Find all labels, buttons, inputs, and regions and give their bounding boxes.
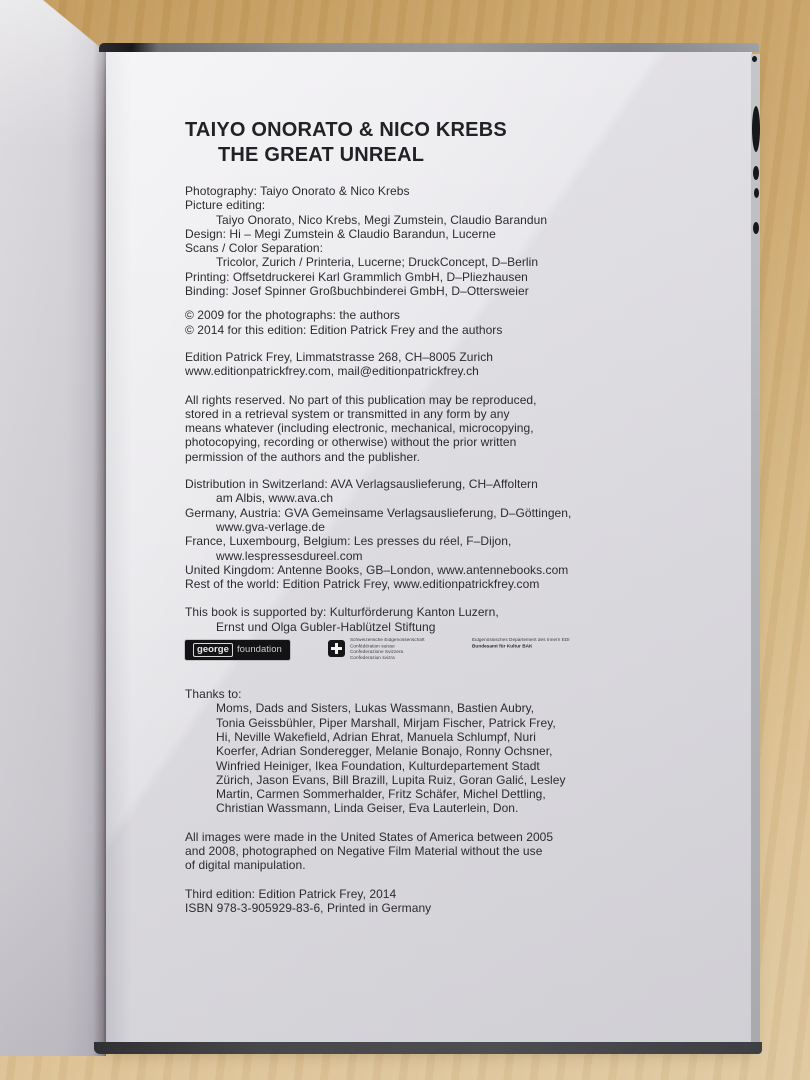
text-line: of digital manipulation.: [185, 858, 306, 873]
text-line: Picture editing:: [185, 198, 266, 213]
text-line: Bundesamt für Kultur BAK: [471, 643, 533, 649]
copyright-section: [185, 308, 725, 337]
text-line: United Kingdom: Antenne Books, GB–London, www.antennebooks.com: [185, 562, 569, 577]
colophon-content: [185, 118, 725, 928]
text-line: Printing: Offsetdruckerei Karl Grammlich GmbH, D–Pliezhausen: [185, 269, 528, 284]
text-line: Scans / Color Separation:: [185, 241, 323, 256]
text-line: Binding: Josef Spinner Großbuchbinderei GmbH, D–Ottersweier: [185, 284, 529, 299]
sponsor-logos-row: [185, 638, 725, 672]
text-line: Confederaziun svizra: [349, 655, 395, 661]
production-note-section: [185, 830, 725, 873]
text-line: Germany, Austria: GVA Gemeinsame Verlagsauslieferung, D–Göttingen,: [185, 505, 572, 520]
text-line: Tricolor, Zurich / Printeria, Lucerne; DruckConcept, D–Berlin: [216, 255, 539, 270]
fore-edge-ink-mark: [754, 188, 759, 198]
text-line: Tonia Geissbühler, Piper Marshall, Mirjam Fischer, Patrick Frey,: [216, 715, 556, 730]
text-line: Martin, Carmen Sommerhalder, Fritz Schäfer, Michel Dettling,: [216, 787, 546, 802]
george-foundation-logo: [185, 640, 290, 660]
credits-section: [185, 184, 725, 298]
edition-isbn-section: [185, 887, 725, 916]
distribution-section: [185, 477, 725, 591]
book-fore-edge: [751, 54, 760, 1042]
text-line: ISBN 978-3-905929-83-6, Printed in Germany: [185, 900, 432, 915]
text-line: All rights reserved. No part of this publication may be reproduced,: [185, 392, 537, 407]
left-page-stack: [0, 0, 106, 1056]
fore-edge-ink-mark: [752, 56, 757, 62]
text-line: Christian Wassmann, Linda Geiser, Eva Lauterlein, Don.: [216, 801, 519, 816]
colophon-page: [106, 52, 752, 1043]
text-line: means whatever (including electronic, mechanical, microcopying,: [185, 421, 534, 436]
swiss-cross-icon: [328, 640, 345, 657]
text-line: Taiyo Onorato, Nico Krebs, Megi Zumstein, Claudio Barandun: [216, 212, 548, 227]
text-line: www.lespressesdureel.com: [216, 548, 363, 563]
fore-edge-ink-mark: [752, 106, 760, 152]
text-line: Schweizerische Eidgenossenschaft: [349, 638, 425, 643]
fore-edge-ink-mark: [753, 166, 759, 180]
text-line: Koerfer, Adrian Sonderegger, Melanie Bonajo, Ronny Ochsner,: [216, 744, 553, 759]
swiss-confederation-logo: [328, 638, 446, 668]
text-line: Confédération suisse: [349, 643, 395, 649]
text-line: Design: Hi – Megi Zumstein & Claudio Barandun, Lucerne: [185, 226, 496, 241]
text-line: photocopying, recording or otherwise) without the prior written: [185, 435, 517, 450]
george-foundation-logo-text: foundation: [236, 644, 282, 656]
text-line: www.gva-verlage.de: [216, 519, 325, 534]
publisher-section: [185, 350, 725, 379]
text-line: Zürich, Jason Evans, Bill Brazill, Lupita Ruiz, Goran Galić, Lesley: [216, 772, 566, 787]
george-foundation-logo-mark: george: [193, 643, 233, 657]
text-line: Rest of the world: Edition Patrick Frey, www.editionpatrickfrey.com: [185, 577, 540, 592]
rights-section: [185, 393, 725, 464]
text-line: Ernst und Olga Gubler-Hablützel Stiftung: [216, 619, 436, 634]
book-cover-bottom-edge: [94, 1042, 762, 1054]
text-line: France, Luxembourg, Belgium: Les presses du réel, F–Dijon,: [185, 534, 512, 549]
thanks-section: [185, 687, 725, 816]
text-line: Distribution in Switzerland: AVA Verlagsauslieferung, CH–Affoltern: [185, 477, 538, 492]
book-title-line2: THE GREAT UNREAL: [218, 144, 425, 166]
text-line: Hi, Neville Wakefield, Adrian Ehrat, Manuela Schlumpf, Nuri: [216, 729, 536, 744]
text-line: Moms, Dads and Sisters, Lukas Wassmann, Bastien Aubry,: [216, 701, 535, 716]
book-cover-top-edge: [99, 43, 759, 52]
book-title-line1: TAIYO ONORATO & NICO KREBS: [185, 119, 507, 141]
book-title: [185, 118, 725, 168]
text-line: All images were made in the United States of America between 2005: [185, 829, 554, 844]
text-line: Edition Patrick Frey, Limmatstrasse 268, CH–8005 Zurich: [185, 349, 493, 364]
text-line: © 2014 for this edition: Edition Patrick Frey and the authors: [185, 322, 503, 337]
text-line: Thanks to:: [185, 687, 242, 702]
text-line: Eidgenössisches Departement des Innern EDI: [471, 638, 570, 643]
text-line: Photography: Taiyo Onorato & Nico Krebs: [185, 184, 410, 198]
swiss-confederation-text: [350, 638, 425, 662]
text-line: and 2008, photographed on Negative Film Material without the use: [185, 843, 543, 858]
text-line: This book is supported by: Kulturförderung Kanton Luzern,: [185, 605, 499, 620]
text-line: www.editionpatrickfrey.com, mail@editionpatrickfrey.ch: [185, 364, 479, 379]
text-line: Winfried Heiniger, Ikea Foundation, Kulturdepartement Stadt: [216, 758, 540, 773]
text-line: Third edition: Edition Patrick Frey, 2014: [185, 886, 397, 901]
text-line: permission of the authors and the publisher.: [185, 449, 421, 464]
text-line: Confederazione Svizzera: [349, 649, 404, 655]
text-line: stored in a retrieval system or transmitted in any form by any: [185, 406, 510, 421]
text-line: © 2009 for the photographs: the authors: [185, 308, 400, 323]
federal-office-culture-logo: [472, 638, 570, 650]
fore-edge-ink-mark: [753, 222, 759, 234]
text-line: am Albis, www.ava.ch: [216, 491, 334, 506]
support-section: [185, 605, 725, 634]
